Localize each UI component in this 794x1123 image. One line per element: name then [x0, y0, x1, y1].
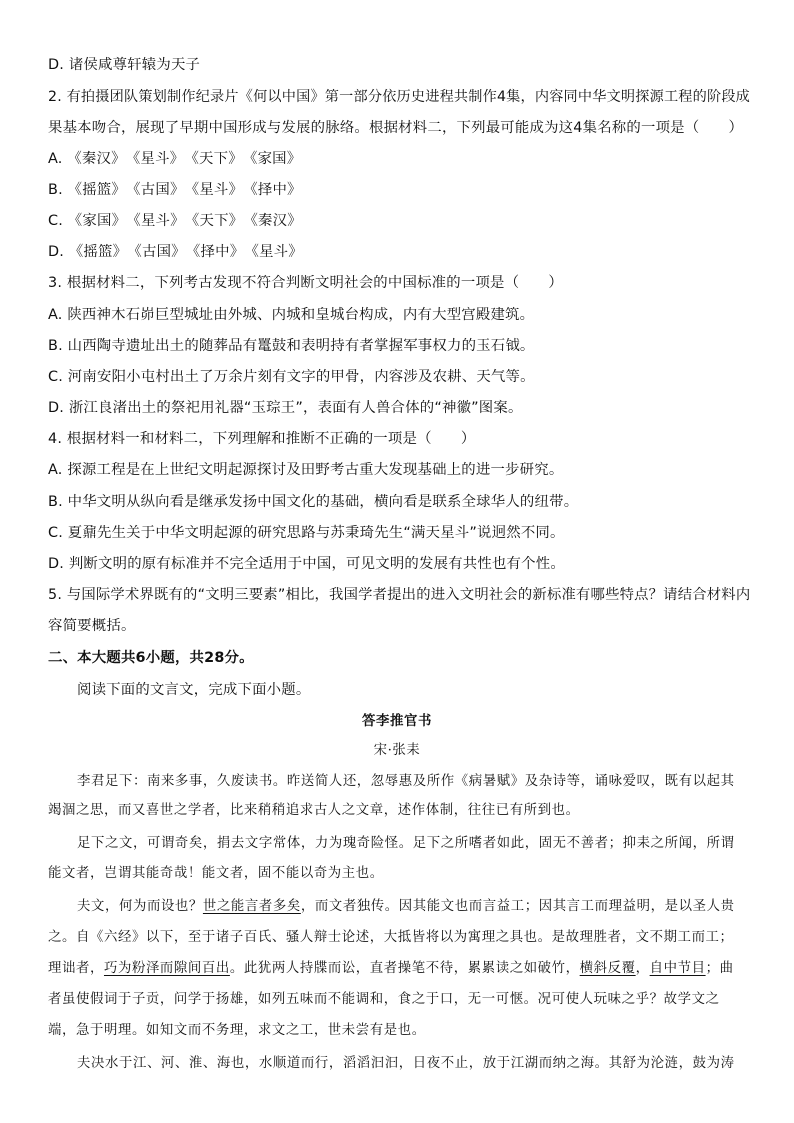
- underlined-phrase-1: 世之能言者多矣: [202, 899, 301, 914]
- passage-para3-line2: 之。自《六经》以下，至于诸子百氏、骚人辩士论述，大抵皆将以为寓理之具也。是故理胜者，文不期工而工；: [48, 930, 734, 945]
- underlined-phrase-2: 巧为粉泽而隙间百出: [103, 961, 230, 976]
- q4-option-b: B. 中华文明从纵向看是继承发扬中国文化的基础，横向看是联系全球华人的纽带。: [48, 494, 579, 510]
- passage-para3-line3: [48, 959, 734, 979]
- q2-option-a: A. 《秦汉》 《星斗》 《天下》 《家国》: [48, 151, 302, 167]
- q4-option-d: D. 判断文明的原有标准并不完全适用于中国，可见文明的发展有共性也有个性。: [48, 556, 565, 572]
- section-heading: 二、本大题共6小题，共28分。: [48, 650, 254, 666]
- passage-para2-line2: 能文者，岂谓其能奇哉！能文者，固不能以奇为主也。: [48, 866, 384, 881]
- passage-author: 宋·张耒: [373, 743, 421, 758]
- para3-text: ，: [635, 961, 650, 976]
- passage-para3-line1: [77, 897, 735, 917]
- passage-para2-line1: 足下之文，可谓奇矣，捐去文字常体，力为瑰奇险怪。足下之所嗜者如此，固无不善者；抑耒之所闻，所谓: [77, 836, 735, 851]
- option-d-q1: D. 诸侯咸尊轩辕为天子: [48, 57, 201, 73]
- passage-para3-line4: 者虽使假词于子贡，问学于扬雄，如列五味而不能调和，食之于口，无一可惬。况可使人玩味之乎？故学文之: [48, 992, 720, 1007]
- para3-text: ；曲: [705, 961, 734, 976]
- passage-para3-line5: 端，急于明理。如知文而不务理，求文之工，世未尝有是也。: [48, 1023, 426, 1038]
- para3-text: 夫文，何为而设也？: [77, 899, 203, 914]
- passage-para4-line1: 夫决水于江、河、淮、海也，水顺道而行，滔滔汩汩，日夜不止，放于江湖而纳之海。其舒为沦涟，鼓为涛: [77, 1056, 735, 1071]
- q3-option-a: A. 陕西神木石峁巨型城址由外城、内城和皇城台构成，内有大型宫殿建筑。: [48, 307, 535, 323]
- underlined-phrase-3: 横斜反覆: [579, 961, 636, 976]
- q4-option-c: C. 夏鼐先生关于中华文明起源的研究思路与苏秉琦先生“满天星斗”说迥然不同。: [48, 525, 565, 541]
- para3-text: 理诎者，: [48, 961, 104, 976]
- para3-text: 。此犹两人持牒而讼，直者操笔不待，累累读之如破竹，: [229, 961, 580, 976]
- q2-option-c: C. 《家国》 《星斗》 《天下》 《秦汉》: [48, 213, 302, 229]
- passage-para1-line1: 李君足下：南来多事，久废读书。昨送简人还，忽辱惠及所作《病暑赋》及杂诗等，诵咏爱叹，既有以起其: [77, 774, 735, 789]
- q3-option-c: C. 河南安阳小屯村出土了万余片刻有文字的甲骨，内容涉及农耕、天气等。: [48, 369, 535, 385]
- q2-option-b: B. 《摇篮》 《古国》 《星斗》 《择中》: [48, 182, 302, 198]
- question-2-line-2: 果基本吻合，展现了早期中国形成与发展的脉络。根据材料二，下列最可能成为这4集名称的一项是（ ）: [48, 120, 744, 136]
- passage-para1-line2: 竭涸之思，而又喜世之学者，比来稍稍追求古人之文章，述作体制，往往已有所到也。: [48, 803, 580, 818]
- q2-option-d: D. 《摇篮》 《古国》 《择中》 《星斗》: [48, 244, 303, 260]
- question-2-line-1: 2. 有拍摄团队策划制作纪录片《何以中国》第一部分依历史进程共制作4集，内容同中华文明探源工程的阶段成: [48, 89, 751, 105]
- q3-option-b: B. 山西陶寺遗址出土的随葬品有鼍鼓和表明持有者掌握军事权力的玉石钺。: [48, 338, 535, 354]
- question-5-line-1: 5. 与国际学术界既有的“文明三要素”相比，我国学者提出的进入文明社会的新标准有哪些特点？请结合材料内: [48, 587, 751, 603]
- reading-instruction: 阅读下面的文言文，完成下面小题。: [77, 682, 311, 698]
- question-3: 3. 根据材料二，下列考古发现不符合判断文明社会的中国标准的一项是（ ）: [48, 275, 563, 291]
- question-5-line-2: 容简要概括。: [48, 618, 136, 634]
- underlined-phrase-4: 自中节目: [649, 961, 706, 976]
- passage-title: 答李推官书: [362, 713, 432, 729]
- para3-text: ，而文者独传。因其能文也而言益工；因其言工而理益明，是以圣人贵: [300, 899, 735, 914]
- q4-option-a: A. 探源工程是在上世纪文明起源探讨及田野考古重大发现基础上的进一步研究。: [48, 462, 564, 478]
- q3-option-d: D. 浙江良渚出土的祭祀用礼器“玉琮王”，表面有人兽合体的“神徽”图案。: [48, 400, 523, 416]
- question-4: 4. 根据材料一和材料二，下列理解和推断不正确的一项是（ ）: [48, 431, 476, 447]
